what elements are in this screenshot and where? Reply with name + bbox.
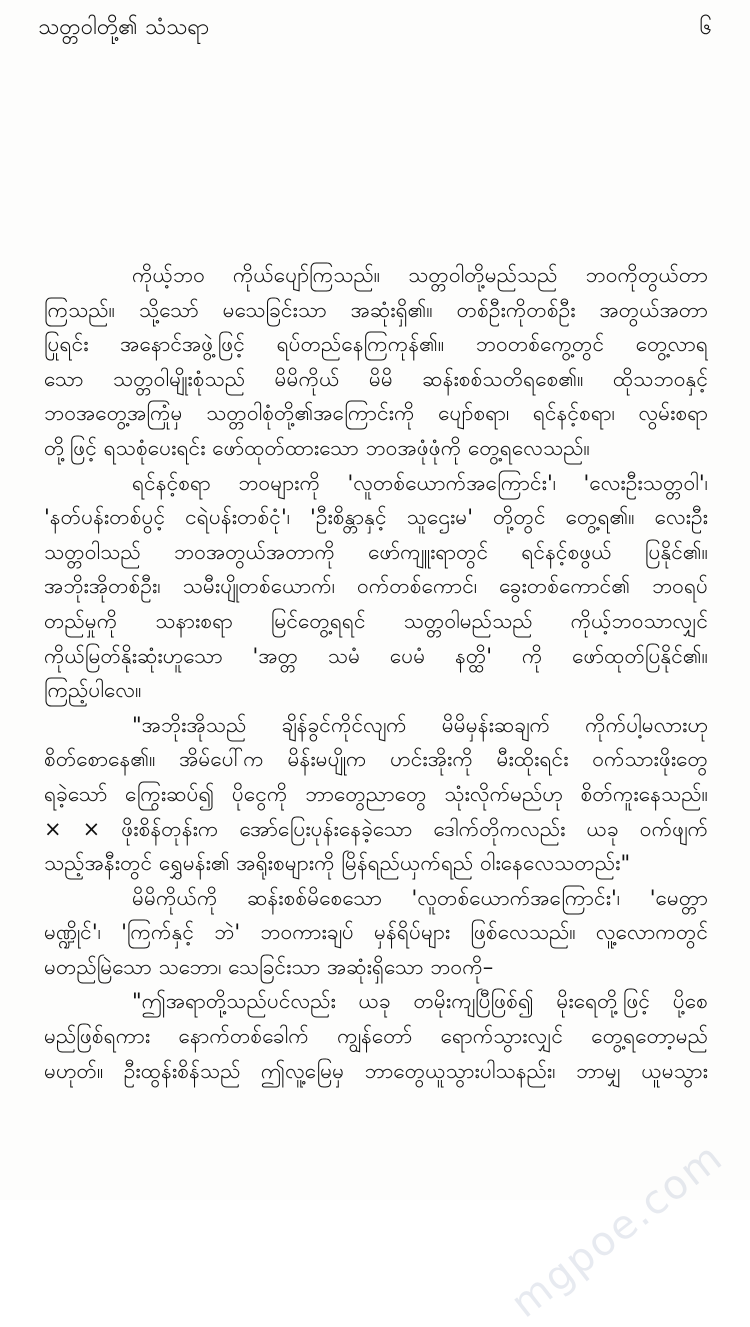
body-line: စိတ်စောနေ၏။ အိမ်ပေါ်က မိန်းမပျိုက ဟင်းအိုးကို မီးထိုးရင်း ဝက်သားဖိုးတွေ [44, 747, 708, 772]
page-number: ၆ [699, 15, 712, 40]
body-line: မဟုတ်။ ဦးထွန်းစိန်သည် ဤလူ့မြေမှ ဘာတွေယူသွားပါသနည်း၊ ဘာမျှ ယူမသွား [44, 1058, 708, 1083]
body-line: ကိုယ်မြတ်နိုးဆုံးဟူသော 'အတ္တ သမံ ပေမံ နတ္ထိ' ကို ဖော်ထုတ်ပြနိုင်၏။ [44, 643, 708, 668]
body-line: တို့ဖြင့် ရသစုံပေးရင်း ဖော်ထုတ်ထားသော ဘဝအဖုံဖုံကို တွေ့ရလေသည်။ [44, 435, 590, 460]
body-line: ပြုရင်း အနောင်အဖွဲ့ဖြင့် ရပ်တည်နေကြကုန်၏။ ဘဝတစ်ကွေ့တွင် တွေ့လာရ [44, 332, 708, 357]
body-line: × × ဖိုးစိန်တုန်းက အော်ပြေးပုန်းနေခဲ့သော ဒေါက်တိုကလည်း ယခု ဝက်ဖျက် [44, 816, 708, 841]
body-line: မိမိကိုယ်ကို ဆန်းစစ်မိစေသော 'လူတစ်ယောက်အကြောင်း'၊ 'မေတ္တာ [132, 885, 708, 910]
body-line: သတ္တဝါသည် ဘဝအတွယ်အတာကို ဖော်ကျူးရာတွင် ရင်နင့်စဖွယ် ပြနိုင်၏။ [44, 539, 708, 564]
watermark: mgpoe.com [502, 1133, 732, 1327]
body-line: သော သတ္တဝါမျိုးစုံသည် မိမိကိုယ် မိမိ ဆန်းစစ်သတိရစေ၏။ ထိုသဘဝနှင့် [44, 366, 708, 391]
body-line: တည်မှုကို သနားစရာ မြင်တွေ့ရရင် သတ္တဝါမည်သည် ကိုယ့်ဘဝသာလျှင် [44, 608, 708, 633]
body-line: ကိုယ့်ဘဝ ကိုယ်ပျော်ကြသည်။ သတ္တဝါတို့မည်သည် ဘဝကိုတွယ်တာ [132, 263, 708, 287]
body-line: မည်ဖြစ်ရကား နောက်တစ်ခေါက် ကျွန်တော် ရောက်သွားလျှင် တွေ့ရတော့မည် [44, 1024, 708, 1049]
body-line: 'နတ်ပန်းတစ်ပွင့် ငရဲပန်းတစ်ငုံ'၊ 'ဦးစိန္တာနှင့် သူဌေးမ' တို့တွင် တွေ့ရ၏။ လေးဦး [44, 505, 708, 530]
running-title: သတ္တဝါတို့၏ သံသရာ [38, 15, 210, 40]
body-line: ကြသည်။ သို့သော် မသေခြင်းသာ အဆုံးရှိ၏။ တစ်ဦးကိုတစ်ဦး အတွယ်အတာ [44, 297, 708, 322]
body-text [44, 258, 708, 1088]
body-line: မဏ္ဍိုင်'၊ 'ကြက်နှင့် ဘဲ' ဘဝကားချပ် မှန်ရိပ်များ ဖြစ်လေသည်။ လူ့လောကတွင် [44, 920, 708, 945]
body-line: အဘိုးအိုတစ်ဦး၊ သမီးပျိုတစ်ယောက်၊ ဝက်တစ်ကောင်၊ ခွေးတစ်ကောင်၏ ဘဝရပ် [44, 574, 708, 599]
body-line: "ဤအရာတို့သည်ပင်လည်း ယခု တမိုးကျပြီဖြစ်၍ မိုးရေတို့ဖြင့် ပို့စေ [132, 989, 708, 1014]
body-line: မတည်မြဲသော သဘော၊ သေခြင်းသာ အဆုံးရှိသော ဘဝကို– [44, 954, 494, 979]
body-line: ရခဲ့သော် ကြွေးဆပ်၍ ပိုငွေကို ဘာတွေညာတွေ သုံးလိုက်မည်ဟု စိတ်ကူးနေသည်။ [44, 781, 708, 806]
body-line: "အဘိုးအိုသည် ချိန်ခွင်ကိုင်လျက် မိမိမှန်းဆချက် ကိုက်ပါ့မလားဟု [132, 712, 708, 737]
body-line: ဘဝအတွေ့အကြုံမှ သတ္တဝါစုံတို့၏အကြောင်းကို ပျော်စရာ၊ ရင်နင့်စရာ၊ လွမ်းစရာ [44, 401, 708, 426]
body-line: ရင်နင့်စရာ ဘဝများကို 'လူတစ်ယောက်အကြောင်း'၊ 'လေးဦးသတ္တဝါ'၊ [132, 470, 708, 495]
body-line: သည့်အနီးတွင် ရွှေမန်း၏ အရိုးစများကို မြိန်ရည်ယှက်ရည် ဝါးနေလေသတည်း" [44, 851, 631, 876]
body-line: ကြည့်ပါလေ။ [44, 678, 142, 703]
